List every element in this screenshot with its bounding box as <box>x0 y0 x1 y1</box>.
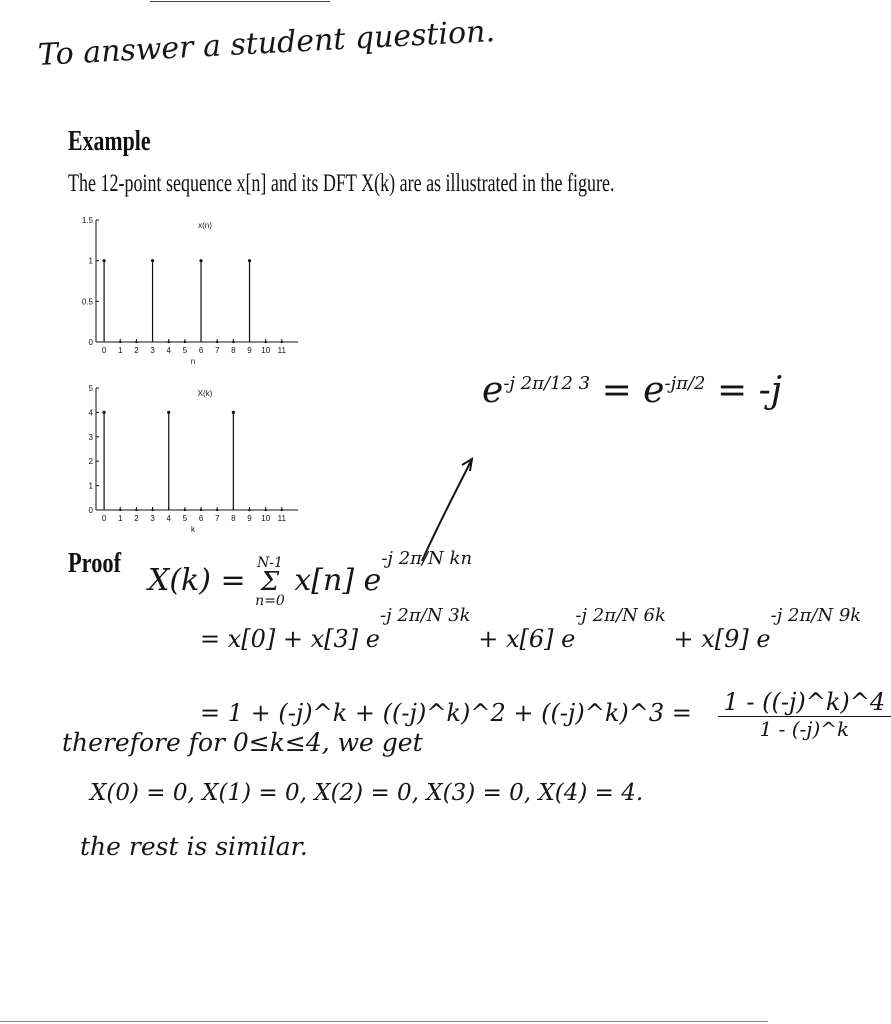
stem-marker <box>264 509 266 511</box>
eq2-exp2: -j 2π/N 6k <box>575 605 666 626</box>
eq2-mid2: + x[9] e <box>673 625 771 653</box>
dft-values-line: X(0) = 0, X(1) = 0, X(2) = 0, X(3) = 0, X(4) = 4. <box>90 780 644 806</box>
x-tick-label: 1 <box>118 346 123 355</box>
y-tick-label: 0 <box>88 338 93 347</box>
stem-marker <box>168 341 170 343</box>
x-tick-label: 4 <box>166 514 171 523</box>
x-tick-label: 2 <box>134 514 139 523</box>
side-eq-equals: = e <box>601 370 665 411</box>
stem-marker <box>135 509 137 511</box>
eq2-exp1: -j 2π/N 3k <box>380 605 471 626</box>
stem-marker <box>119 509 121 511</box>
example-description: The 12-point sequence x[n] and its DFT X(k) are as illustrated in the figure. <box>68 170 615 197</box>
stem-marker <box>102 411 105 414</box>
stem-marker <box>232 341 234 343</box>
side-eq-result: = -j <box>716 370 782 411</box>
x-axis-label: k <box>190 525 195 534</box>
stem-plot-X-k <box>62 378 312 538</box>
x-tick-label: 8 <box>231 346 236 355</box>
geometric-sum-fraction <box>718 688 891 741</box>
eq1-exponent: -j 2π/N kn <box>381 548 473 569</box>
eq1-term: x[n] e <box>294 563 382 598</box>
summation-icon <box>255 556 285 608</box>
stem-marker <box>102 259 105 262</box>
y-tick-label: 3 <box>88 432 93 442</box>
example-label: Example <box>68 126 151 157</box>
x-axis-label: n <box>190 357 196 366</box>
side-equation <box>482 370 782 411</box>
y-tick-label: 0.5 <box>81 297 93 307</box>
stem-marker <box>151 259 154 262</box>
x-tick-label: 4 <box>166 346 171 355</box>
y-tick-label: 1 <box>88 256 93 266</box>
x-tick-label: 3 <box>150 514 155 523</box>
side-eq-exponent2: -jπ/2 <box>664 373 706 394</box>
stem-marker <box>281 341 283 343</box>
y-tick-label: 1 <box>88 481 93 491</box>
eq1-lhs: X(k) = <box>148 563 246 598</box>
x-tick-label: 8 <box>231 514 236 523</box>
x-tick-label: 3 <box>150 346 155 355</box>
stem-marker <box>184 509 186 511</box>
x-tick-label: 9 <box>247 514 252 523</box>
proof-line-2 <box>200 605 861 653</box>
x-tick-label: 0 <box>101 514 107 523</box>
x-tick-label: 5 <box>182 346 188 355</box>
eq3-expr: = 1 + (-j)^k + ((-j)^k)^2 + ((-j)^k)^3 = <box>200 699 692 727</box>
stem-marker <box>216 509 218 511</box>
stem-marker <box>184 341 186 343</box>
eq2-exp3: -j 2π/N 9k <box>770 605 862 626</box>
x-tick-label: 7 <box>214 346 220 355</box>
stem-marker <box>119 341 121 343</box>
stem-marker <box>281 509 283 511</box>
stem-marker <box>167 411 170 414</box>
x-tick-label: 11 <box>277 346 286 355</box>
stem-marker <box>248 509 250 511</box>
proof-line-1 <box>148 548 472 608</box>
stem-marker <box>232 411 235 414</box>
stem-marker <box>248 259 251 262</box>
stem-marker <box>151 509 153 511</box>
side-eq-base: e <box>482 370 504 411</box>
y-tick-label: 1.5 <box>81 216 93 225</box>
x-tick-label: 10 <box>261 346 271 355</box>
x-tick-label: 10 <box>261 514 271 523</box>
therefore-line: therefore for 0≤k≤4, we get <box>62 728 423 757</box>
x-tick-label: 9 <box>247 346 252 355</box>
side-eq-exponent: -j 2π/12 3 <box>503 373 591 394</box>
x-tick-label: 5 <box>182 514 188 523</box>
eq2-start: = x[0] + x[3] e <box>200 625 380 653</box>
stem-marker <box>135 341 137 343</box>
plot-title: X(k) <box>197 389 213 398</box>
fraction-numerator: 1 - ((-j)^k)^4 <box>718 688 891 717</box>
x-tick-label: 6 <box>198 514 204 523</box>
sigma-glyph: Σ <box>260 567 280 597</box>
x-tick-label: 7 <box>214 514 220 523</box>
sum-top: N-1 <box>257 555 283 571</box>
stem-marker <box>199 259 202 262</box>
x-tick-label: 0 <box>101 346 107 355</box>
y-tick-label: 5 <box>88 384 93 393</box>
rest-similar-line: the rest is similar. <box>80 832 308 861</box>
scan-edge-bottom <box>0 1021 768 1022</box>
y-tick-label: 4 <box>88 408 93 418</box>
x-tick-label: 6 <box>198 346 204 355</box>
stem-marker <box>264 341 266 343</box>
x-tick-label: 2 <box>134 346 139 355</box>
y-tick-label: 2 <box>88 457 93 467</box>
sum-bottom: n=0 <box>255 593 285 609</box>
stem-marker <box>216 341 218 343</box>
fraction-denominator: 1 - (-j)^k <box>759 717 850 741</box>
eq2-mid1: + x[6] e <box>478 625 576 653</box>
plot-title: x(n) <box>198 221 212 230</box>
stem-plot-x-n <box>62 210 312 370</box>
x-tick-label: 1 <box>118 514 123 523</box>
x-tick-label: 11 <box>277 514 286 523</box>
scan-edge-top <box>150 1 330 2</box>
proof-label: Proof <box>68 548 122 579</box>
stem-marker <box>200 509 202 511</box>
handwritten-heading: To answer a student question. <box>37 14 496 73</box>
y-tick-label: 0 <box>88 506 93 515</box>
